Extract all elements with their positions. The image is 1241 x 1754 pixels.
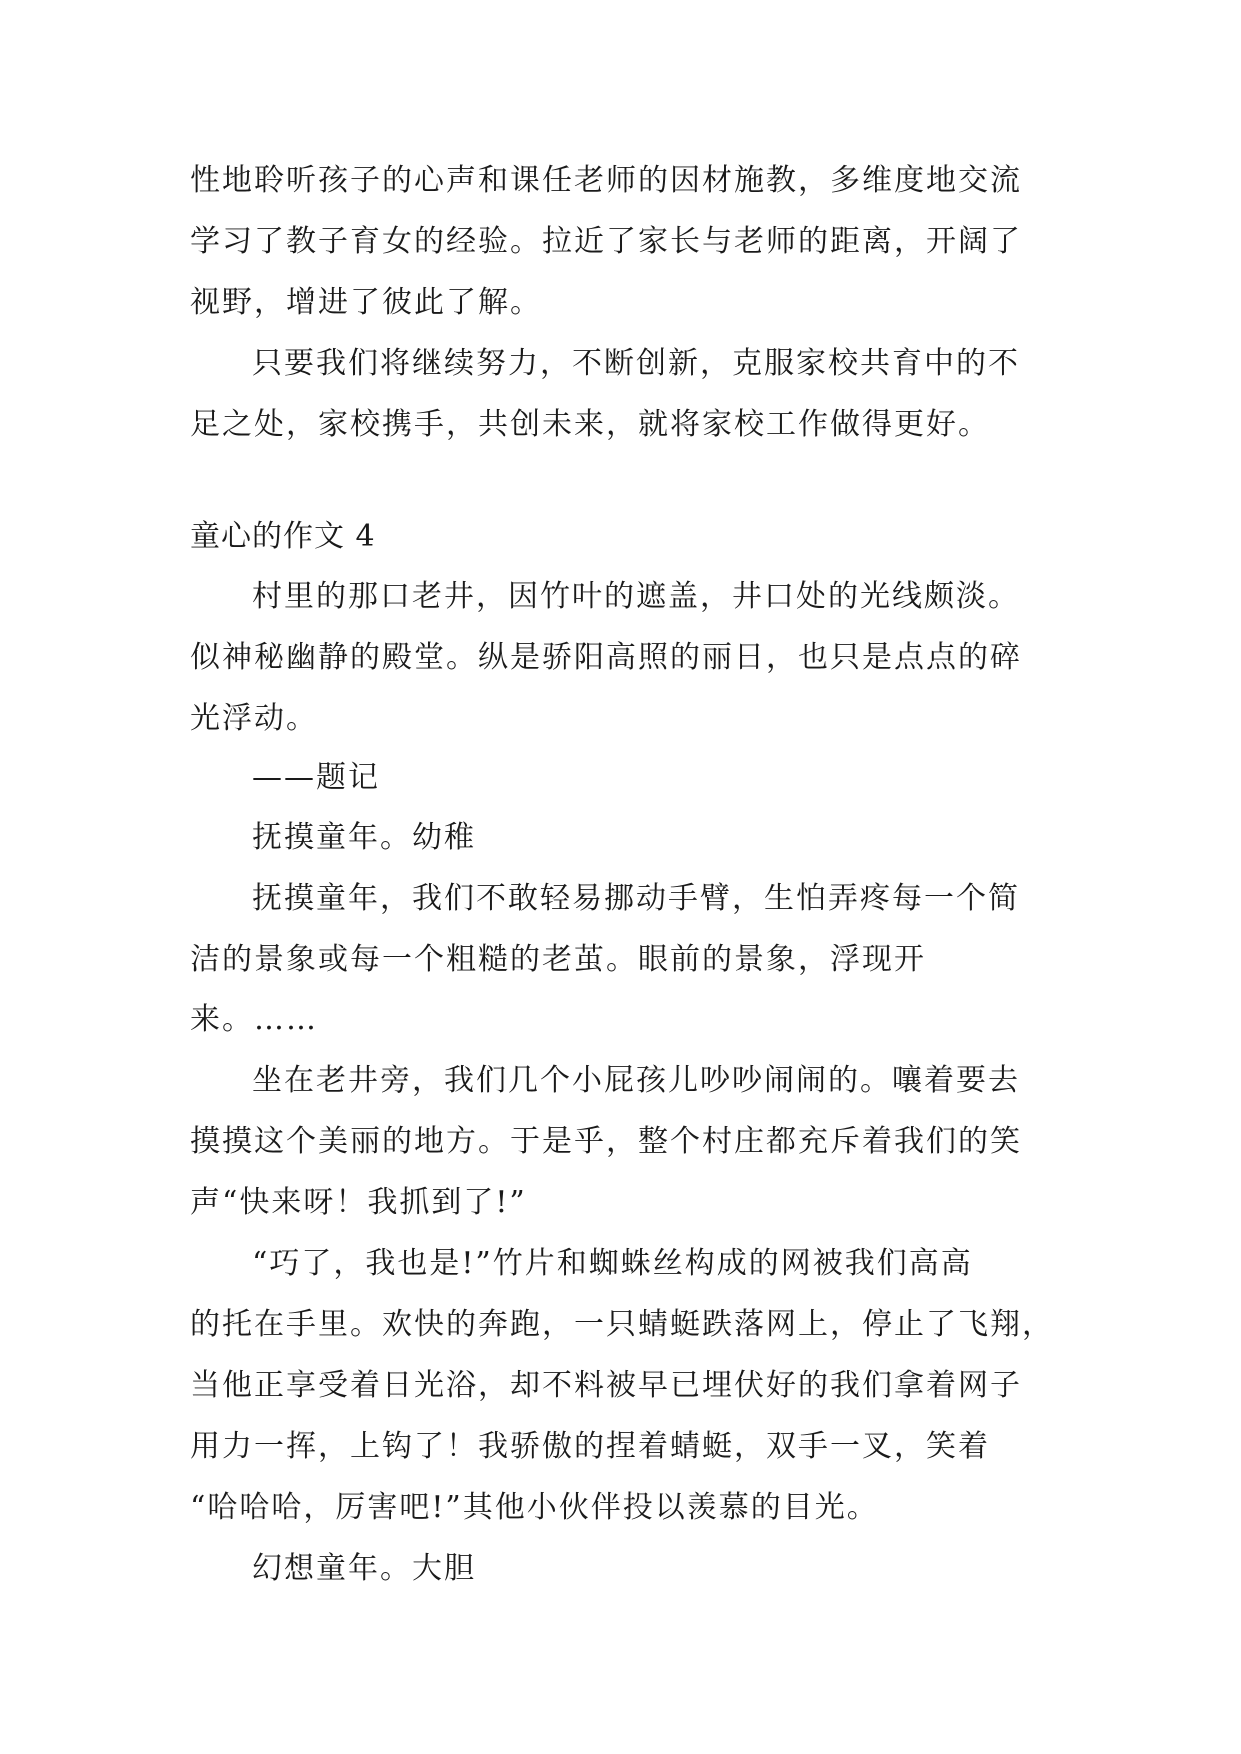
section-title: 童心的作文 4	[190, 519, 376, 554]
paragraph-line: 性地聆听孩子的心声和课任老师的因材施教，多维度地交流	[190, 163, 1022, 198]
paragraph-line: 声“快来呀！我抓到了!”	[190, 1185, 527, 1220]
paragraph-line: 光浮动。	[190, 701, 318, 736]
paragraph-line: 摸摸这个美丽的地方。于是乎，整个村庄都充斥着我们的笑	[190, 1124, 1022, 1159]
subheading: 抚摸童年。幼稚	[252, 820, 476, 855]
paragraph-line: 用力一挥，上钩了！我骄傲的捏着蜻蜓，双手一叉，笑着	[190, 1429, 990, 1464]
paragraph-line: 足之处，家校携手，共创未来，就将家校工作做得更好。	[190, 407, 990, 442]
paragraph-line: 洁的景象或每一个粗糙的老茧。眼前的景象，浮现开	[190, 942, 926, 977]
paragraph-line: 的托在手里。欢快的奔跑，一只蜻蜓跌落网上，停止了飞翔，	[190, 1307, 1054, 1342]
paragraph-line: 只要我们将继续努力，不断创新，克服家校共育中的不	[252, 346, 1020, 381]
paragraph-line: 学习了教子育女的经验。拉近了家长与老师的距离，开阔了	[190, 224, 1022, 259]
paragraph-line: 来。……	[190, 1002, 318, 1037]
paragraph-line: 村里的那口老井，因竹叶的遮盖，井口处的光线颇淡。	[252, 579, 1020, 614]
subheading: 幻想童年。大胆	[252, 1551, 476, 1586]
paragraph-line: 视野，增进了彼此了解。	[190, 285, 542, 320]
paragraph-line: “巧了，我也是!”竹片和蜘蛛丝构成的网被我们高高	[252, 1246, 973, 1281]
paragraph-line: 似神秘幽静的殿堂。纵是骄阳高照的丽日，也只是点点的碎	[190, 640, 1022, 675]
paragraph-line: 当他正享受着日光浴，却不料被早已埋伏好的我们拿着网子	[190, 1368, 1022, 1403]
paragraph-line: 抚摸童年，我们不敢轻易挪动手臂，生怕弄疼每一个简	[252, 881, 1020, 916]
paragraph-line: 坐在老井旁，我们几个小屁孩儿吵吵闹闹的。嚷着要去	[252, 1063, 1020, 1098]
paragraph-line: “哈哈哈，厉害吧!”其他小伙伴投以羡慕的目光。	[190, 1490, 879, 1525]
epigraph-attribution: ——题记	[252, 760, 380, 795]
